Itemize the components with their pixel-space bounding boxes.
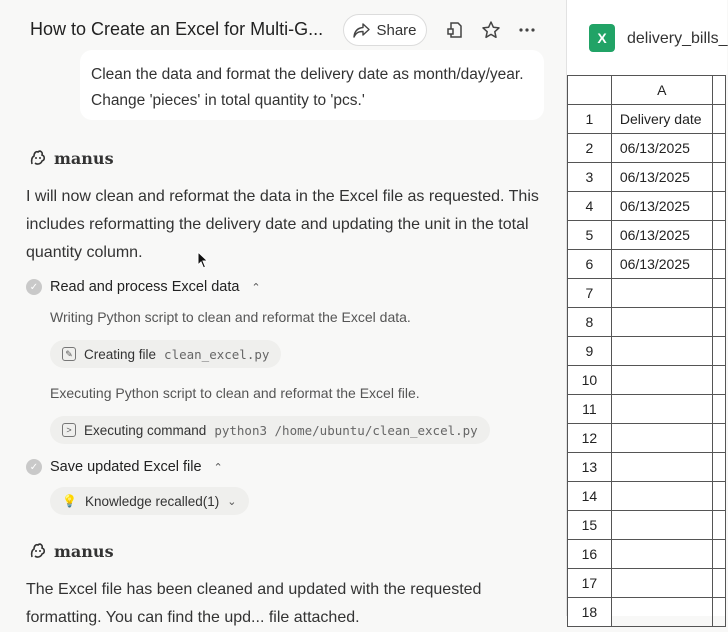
cell-b[interactable] bbox=[712, 598, 725, 627]
cell-a[interactable] bbox=[611, 366, 712, 395]
cell-b[interactable] bbox=[712, 308, 725, 337]
cell-a[interactable] bbox=[611, 424, 712, 453]
cell-a[interactable] bbox=[611, 453, 712, 482]
chevron-down-icon: ⌄ bbox=[227, 495, 237, 508]
terminal-icon: > bbox=[62, 423, 76, 437]
lightbulb-icon: 💡 bbox=[62, 494, 77, 508]
cell-b[interactable] bbox=[712, 424, 725, 453]
manus-logo-icon bbox=[28, 148, 48, 168]
executing-command-chip[interactable] bbox=[50, 416, 490, 444]
mouse-cursor-icon bbox=[197, 251, 209, 269]
corner-cell[interactable] bbox=[568, 76, 612, 105]
row-number[interactable]: 5 bbox=[568, 221, 612, 250]
row-number[interactable]: 8 bbox=[568, 308, 612, 337]
row-number[interactable]: 7 bbox=[568, 279, 612, 308]
table-row bbox=[568, 395, 726, 424]
creating-file-chip[interactable] bbox=[50, 340, 281, 368]
row-number[interactable]: 1 bbox=[568, 105, 612, 134]
row-number[interactable]: 11 bbox=[568, 395, 612, 424]
cell-b[interactable] bbox=[712, 250, 725, 279]
table-row bbox=[568, 134, 726, 163]
row-number[interactable]: 2 bbox=[568, 134, 612, 163]
file-name: delivery_bills_ bbox=[627, 30, 728, 47]
agent-label bbox=[28, 148, 114, 168]
check-icon: ✓ bbox=[26, 279, 42, 295]
table-row bbox=[568, 366, 726, 395]
agent-message-line: The Excel file has been cleaned and updated with the requested bbox=[26, 581, 482, 598]
agent-message: I will now clean and reformat the data in the Excel file as requested. This includes reformatting the delivery date and updating the unit in the total quantity column. bbox=[26, 188, 539, 261]
share-icon bbox=[353, 23, 370, 38]
table-row bbox=[568, 540, 726, 569]
cell-b[interactable] bbox=[712, 221, 725, 250]
file-header bbox=[567, 0, 727, 74]
spreadsheet-grid bbox=[567, 75, 726, 627]
cell-b[interactable] bbox=[712, 163, 725, 192]
cell-a[interactable] bbox=[611, 482, 712, 511]
column-header-a[interactable]: A bbox=[611, 76, 712, 105]
share-button[interactable] bbox=[343, 14, 427, 46]
table-row bbox=[568, 192, 726, 221]
table-row bbox=[568, 511, 726, 540]
row-number[interactable]: 9 bbox=[568, 337, 612, 366]
chip-code: clean_excel.py bbox=[164, 346, 270, 362]
table-row bbox=[568, 453, 726, 482]
chip-label: Knowledge recalled(1) bbox=[84, 493, 220, 509]
table-row bbox=[568, 163, 726, 192]
chip-label: Creating file bbox=[84, 346, 157, 362]
row-number[interactable]: 12 bbox=[568, 424, 612, 453]
step-read-process[interactable] bbox=[26, 279, 261, 295]
table-row bbox=[568, 279, 726, 308]
table-row bbox=[568, 105, 726, 134]
cell-b[interactable] bbox=[712, 192, 725, 221]
row-number[interactable]: 15 bbox=[568, 511, 612, 540]
row-number[interactable]: 14 bbox=[568, 482, 612, 511]
row-number[interactable]: 13 bbox=[568, 453, 612, 482]
step-title: Read and process Excel data bbox=[50, 279, 240, 295]
row-number[interactable]: 16 bbox=[568, 540, 612, 569]
cell-a[interactable]: 06/13/2025 bbox=[611, 221, 712, 250]
manus-logo-icon bbox=[28, 541, 48, 561]
agent-message bbox=[26, 576, 556, 632]
cell-a[interactable]: 06/13/2025 bbox=[611, 192, 712, 221]
cell-b[interactable] bbox=[712, 453, 725, 482]
cell-a[interactable] bbox=[611, 395, 712, 424]
row-number[interactable]: 6 bbox=[568, 250, 612, 279]
chip-label: Executing command bbox=[84, 422, 207, 438]
row-number[interactable]: 18 bbox=[568, 598, 612, 627]
chat-title[interactable]: How to Create an Excel for Multi-G... bbox=[30, 19, 324, 39]
column-header-row bbox=[568, 76, 726, 105]
agent-message-line: formatting. You can find the upd... file attached. bbox=[26, 609, 360, 626]
cell-b[interactable] bbox=[712, 105, 725, 134]
cell-a[interactable]: 06/13/2025 bbox=[611, 134, 712, 163]
row-number[interactable]: 10 bbox=[568, 366, 612, 395]
star-icon[interactable] bbox=[481, 20, 501, 40]
excel-file-icon: X bbox=[589, 24, 615, 52]
chip-code: python3 /home/ubuntu/clean_excel.py bbox=[214, 422, 478, 438]
table-row bbox=[568, 424, 726, 453]
column-header-b[interactable] bbox=[712, 76, 725, 105]
cell-a[interactable] bbox=[611, 598, 712, 627]
agent-name: manus bbox=[54, 541, 114, 561]
cell-b[interactable] bbox=[712, 511, 725, 540]
user-message: Clean the data and format the delivery date as month/day/year. Change 'pieces' in total quantity to 'pcs.' bbox=[80, 50, 544, 120]
file-view-icon[interactable] bbox=[445, 20, 465, 40]
edit-icon: ✎ bbox=[62, 347, 76, 361]
row-number[interactable]: 3 bbox=[568, 163, 612, 192]
agent-name: manus bbox=[54, 148, 114, 168]
table-row bbox=[568, 598, 726, 627]
table-row bbox=[568, 308, 726, 337]
cell-a[interactable] bbox=[611, 569, 712, 598]
row-number[interactable]: 17 bbox=[568, 569, 612, 598]
cell-a[interactable] bbox=[611, 308, 712, 337]
check-icon: ✓ bbox=[26, 459, 42, 475]
row-number[interactable]: 4 bbox=[568, 192, 612, 221]
more-options-icon[interactable] bbox=[517, 20, 537, 40]
cell-b[interactable] bbox=[712, 395, 725, 424]
cell-b[interactable] bbox=[712, 366, 725, 395]
substep-text: Executing Python script to clean and reformat the Excel file. bbox=[50, 385, 420, 401]
cell-a[interactable] bbox=[611, 279, 712, 308]
cell-a[interactable] bbox=[611, 540, 712, 569]
step-title: Save updated Excel file bbox=[50, 459, 202, 475]
cell-b[interactable] bbox=[712, 540, 725, 569]
agent-label bbox=[28, 541, 114, 561]
cell-b[interactable] bbox=[712, 569, 725, 598]
step-save-file[interactable] bbox=[26, 459, 223, 475]
chevron-up-icon[interactable]: ⌃ bbox=[251, 281, 261, 294]
cell-b[interactable] bbox=[712, 482, 725, 511]
table-row bbox=[568, 482, 726, 511]
cell-b[interactable] bbox=[712, 337, 725, 366]
chevron-up-icon[interactable]: ⌃ bbox=[213, 461, 223, 474]
cell-a[interactable]: 06/13/2025 bbox=[611, 250, 712, 279]
table-row bbox=[568, 337, 726, 366]
cell-b[interactable] bbox=[712, 279, 725, 308]
table-row bbox=[568, 569, 726, 598]
cell-a[interactable]: 06/13/2025 bbox=[611, 163, 712, 192]
substep-text: Writing Python script to clean and reformat the Excel data. bbox=[50, 309, 411, 325]
table-row bbox=[568, 250, 726, 279]
cell-a[interactable] bbox=[611, 337, 712, 366]
table-row bbox=[568, 221, 726, 250]
spreadsheet-panel bbox=[566, 0, 728, 620]
cell-a[interactable]: Delivery date bbox=[611, 105, 712, 134]
share-label: Share bbox=[376, 21, 417, 39]
cell-b[interactable] bbox=[712, 134, 725, 163]
knowledge-recalled-chip[interactable] bbox=[50, 487, 249, 515]
cell-a[interactable] bbox=[611, 511, 712, 540]
